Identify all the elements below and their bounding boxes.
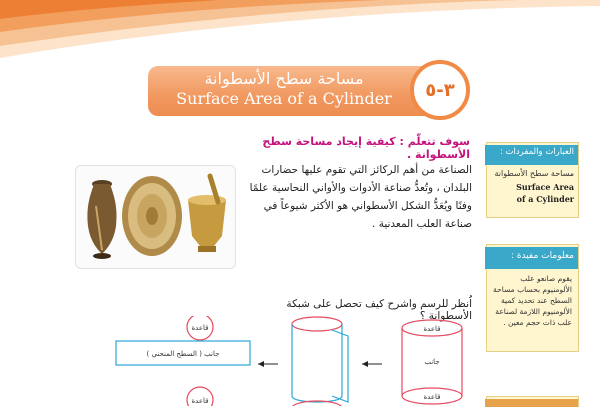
header-swoosh-decoration: [0, 0, 600, 62]
useful-info-box: [486, 244, 579, 352]
lesson-title-banner: [148, 66, 450, 116]
vocabulary-term-arabic: مساحة سطح الأسطوانة: [494, 169, 574, 178]
net-bottom-base-label: قاعدة: [191, 397, 209, 405]
vocabulary-term-english-1: Surface Area: [516, 182, 574, 192]
cylinder-net: [116, 316, 250, 406]
cylinder-top-base-label: قاعدة: [423, 325, 441, 333]
vocabulary-term-english-2: of a Cylinder: [516, 194, 574, 204]
lesson-title-arabic: مساحة سطح الأسطوانة: [204, 69, 364, 88]
cylinder-side-label: جانب: [424, 358, 440, 366]
useful-info-title: معلومات مفيدة :: [510, 251, 574, 261]
net-top-base-label: قاعدة: [191, 324, 209, 332]
net-question: اُنظر للرسم واشرح كيف تحصل على شبكة الأسطوانة ؟: [286, 298, 472, 322]
vocabulary-box: [486, 142, 579, 218]
vase-image: [87, 180, 116, 259]
arrow-left-icon: [362, 361, 382, 367]
net-curved-surface-label: جانب ( السطح المنحني ): [146, 350, 220, 358]
useful-info-text: يقوم صانعو علب الألومنيوم بحساب مساحة السطح عند تحديد كمية الألومنيوم اللازمة لصناعة علب ذات حجم معين .: [493, 274, 572, 327]
engraved-tray-image: [122, 176, 182, 256]
brass-mortar-image: [188, 176, 226, 252]
cylinder-bottom-base-label: قاعدة: [423, 393, 441, 401]
lesson-number-badge: [410, 60, 470, 120]
lesson-number: ٣-٥: [425, 79, 455, 101]
intro-paragraph: الصناعة من أهم الركائز التي تقوم عليها حضارات البلدان ، وتُعدُّ صناعة الأدوات والأواني النحاسية علمًا وفنًا ويُعَدُّ الشكل الأسطواني هو الأكثر شيوعاً في صناعة العلب المعدنية .: [249, 164, 472, 230]
partial-sidebar-box: [486, 396, 579, 407]
copper-vessels-photo: [75, 165, 236, 269]
arrow-left-icon: [258, 361, 278, 367]
learning-objective: سوف تتعلّم : كيفية إيجاد مساحة سطح الأسطوانة .: [262, 135, 470, 161]
vocabulary-title: العبارات والمفردات :: [499, 147, 574, 157]
cylinder-net-diagram: [108, 316, 478, 406]
cylinder: [402, 320, 462, 404]
lesson-title-english: Surface Area of a Cylinder: [176, 89, 392, 108]
unrolling-cylinder: [292, 317, 348, 406]
